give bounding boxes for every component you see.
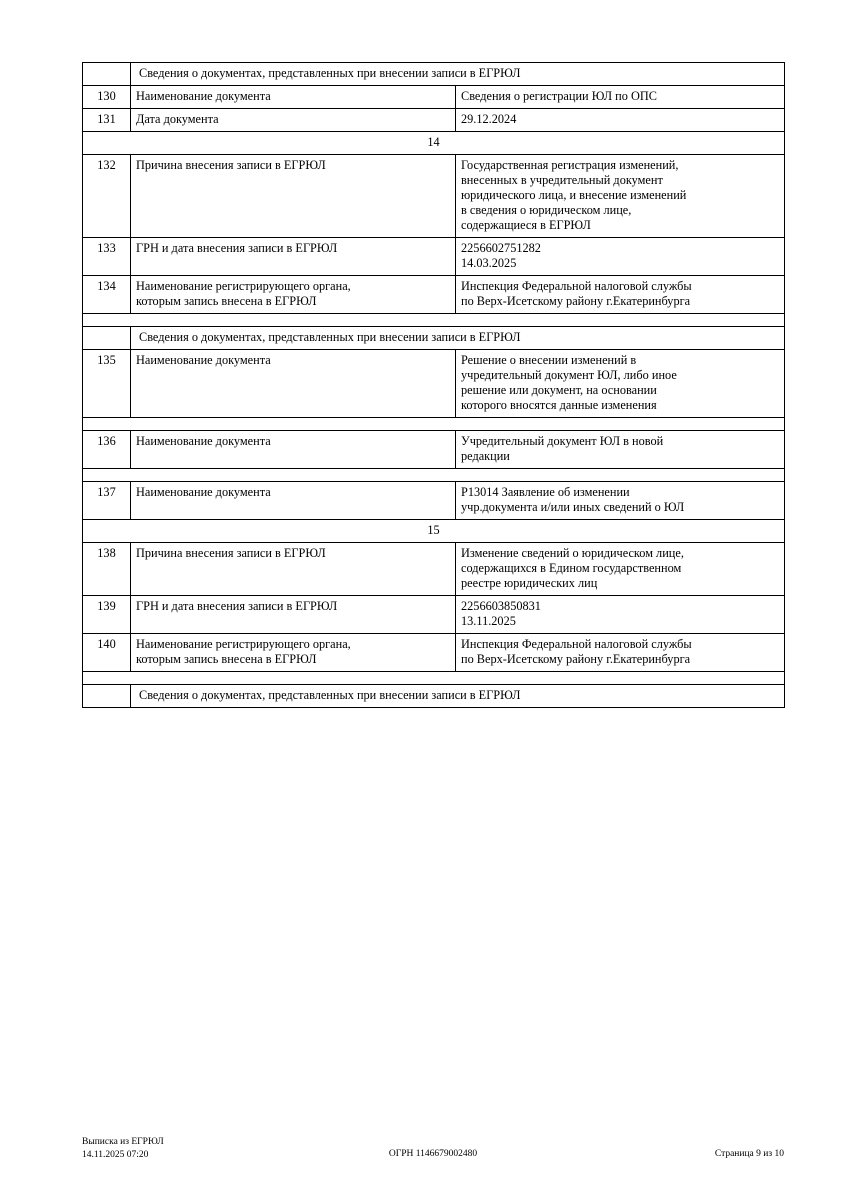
- row-value-line: Учредительный документ ЮЛ в новой: [461, 434, 664, 448]
- row-value-line: юридического лица, и внесение изменений: [461, 188, 687, 202]
- table-row: [83, 238, 785, 276]
- row-value: [456, 634, 785, 672]
- row-value-line: реестре юридических лиц: [461, 576, 598, 590]
- row-number: 132: [83, 155, 131, 238]
- row-number: 138: [83, 543, 131, 596]
- row-value-line: в сведения о юридическом лице,: [461, 203, 632, 217]
- table-row: [83, 431, 785, 469]
- footer-page-number: Страница 9 из 10: [714, 1149, 784, 1159]
- section-header-label: Сведения о документах, представленных при внесении записи в ЕГРЮЛ: [131, 327, 785, 350]
- row-label: Наименование документа: [131, 431, 456, 469]
- table-row: [83, 482, 785, 520]
- row-label: Наименование документа: [131, 86, 456, 109]
- spacer-cell: [83, 418, 785, 431]
- group-number-row: [83, 520, 785, 543]
- row-value-line: Р13014 Заявление об изменении: [461, 485, 630, 499]
- row-number: 134: [83, 276, 131, 314]
- row-label: Дата документа: [131, 109, 456, 132]
- row-value: [456, 543, 785, 596]
- table-row: [83, 86, 785, 109]
- table-spacer-row: [83, 418, 785, 431]
- row-label-line: которым запись внесена в ЕГРЮЛ: [136, 652, 317, 666]
- table-row: [83, 350, 785, 418]
- row-value: [456, 109, 785, 132]
- row-value-line: Инспекция Федеральной налоговой службы: [461, 637, 692, 651]
- section-header-row: [83, 327, 785, 350]
- row-value-line: Сведения о регистрации ЮЛ по ОПС: [461, 89, 657, 103]
- row-label-line: Наименование регистрирующего органа,: [136, 637, 351, 651]
- section-empty-cell: [83, 685, 131, 708]
- row-number: 140: [83, 634, 131, 672]
- page-footer: [82, 1136, 784, 1162]
- row-value: [456, 238, 785, 276]
- table-row: [83, 543, 785, 596]
- row-value-line: содержащихся в Едином государственном: [461, 561, 682, 575]
- row-value: [456, 350, 785, 418]
- row-label: [131, 276, 456, 314]
- row-label: Причина внесения записи в ЕГРЮЛ: [131, 543, 456, 596]
- row-number: 135: [83, 350, 131, 418]
- table-row: [83, 276, 785, 314]
- group-number: 14: [83, 132, 785, 155]
- row-number: 130: [83, 86, 131, 109]
- table-spacer-row: [83, 672, 785, 685]
- table-row: [83, 596, 785, 634]
- row-label: Наименование документа: [131, 350, 456, 418]
- table-body: [83, 63, 785, 708]
- row-value-line: по Верх-Исетскому району г.Екатеринбурга: [461, 294, 691, 308]
- row-value: [456, 155, 785, 238]
- spacer-cell: [83, 314, 785, 327]
- row-number: 139: [83, 596, 131, 634]
- row-value: [456, 86, 785, 109]
- row-value-line: внесенных в учредительный документ: [461, 173, 663, 187]
- spacer-cell: [83, 469, 785, 482]
- row-label: ГРН и дата внесения записи в ЕГРЮЛ: [131, 238, 456, 276]
- table-row: [83, 109, 785, 132]
- spacer-cell: [83, 672, 785, 685]
- row-label: ГРН и дата внесения записи в ЕГРЮЛ: [131, 596, 456, 634]
- row-number: 131: [83, 109, 131, 132]
- group-number: 15: [83, 520, 785, 543]
- row-label: [131, 634, 456, 672]
- footer-left: [82, 1136, 164, 1162]
- table-spacer-row: [83, 469, 785, 482]
- row-value: [456, 276, 785, 314]
- footer-doc-title: Выписка из ЕГРЮЛ: [82, 1137, 164, 1147]
- row-label: Наименование документа: [131, 482, 456, 520]
- group-number-row: [83, 132, 785, 155]
- section-header-row: [83, 63, 785, 86]
- row-value-line: 13.11.2025: [461, 614, 516, 628]
- row-value-line: которого вносятся данные изменения: [461, 398, 657, 412]
- row-value-line: 29.12.2024: [461, 112, 517, 126]
- egrul-records-table: [82, 62, 785, 708]
- row-value: [456, 431, 785, 469]
- row-value-line: Инспекция Федеральной налоговой службы: [461, 279, 692, 293]
- row-value-line: Решение о внесении изменений в: [461, 353, 637, 367]
- row-number: 137: [83, 482, 131, 520]
- section-header-label: Сведения о документах, представленных при внесении записи в ЕГРЮЛ: [131, 685, 785, 708]
- row-number: 136: [83, 431, 131, 469]
- footer-datetime: 14.11.2025 07:20: [82, 1149, 149, 1160]
- section-header-label: Сведения о документах, представленных при внесении записи в ЕГРЮЛ: [131, 63, 785, 86]
- row-value-line: учредительный документ ЮЛ, либо иное: [461, 368, 677, 382]
- section-empty-cell: [83, 63, 131, 86]
- footer-ogrn: ОГРН 1146679002480: [388, 1149, 478, 1159]
- row-value-line: редакции: [461, 449, 510, 463]
- row-value-line: 2256602751282: [461, 241, 541, 255]
- row-value: [456, 482, 785, 520]
- section-header-row: [83, 685, 785, 708]
- table-row: [83, 634, 785, 672]
- row-value-line: решение или документ, на основании: [461, 383, 657, 397]
- section-empty-cell: [83, 327, 131, 350]
- row-number: 133: [83, 238, 131, 276]
- row-value-line: Изменение сведений о юридическом лице,: [461, 546, 684, 560]
- row-value-line: учр.документа и/или иных сведений о ЮЛ: [461, 500, 685, 514]
- row-label: Причина внесения записи в ЕГРЮЛ: [131, 155, 456, 238]
- row-value-line: по Верх-Исетскому району г.Екатеринбурга: [461, 652, 691, 666]
- row-value-line: содержащиеся в ЕГРЮЛ: [461, 218, 591, 232]
- table-row: [83, 155, 785, 238]
- row-value-line: 14.03.2025: [461, 256, 517, 270]
- row-value: [456, 596, 785, 634]
- row-value-line: 2256603850831: [461, 599, 541, 613]
- row-label-line: Наименование регистрирующего органа,: [136, 279, 351, 293]
- row-value-line: Государственная регистрация изменений,: [461, 158, 679, 172]
- row-label-line: которым запись внесена в ЕГРЮЛ: [136, 294, 317, 308]
- table-spacer-row: [83, 314, 785, 327]
